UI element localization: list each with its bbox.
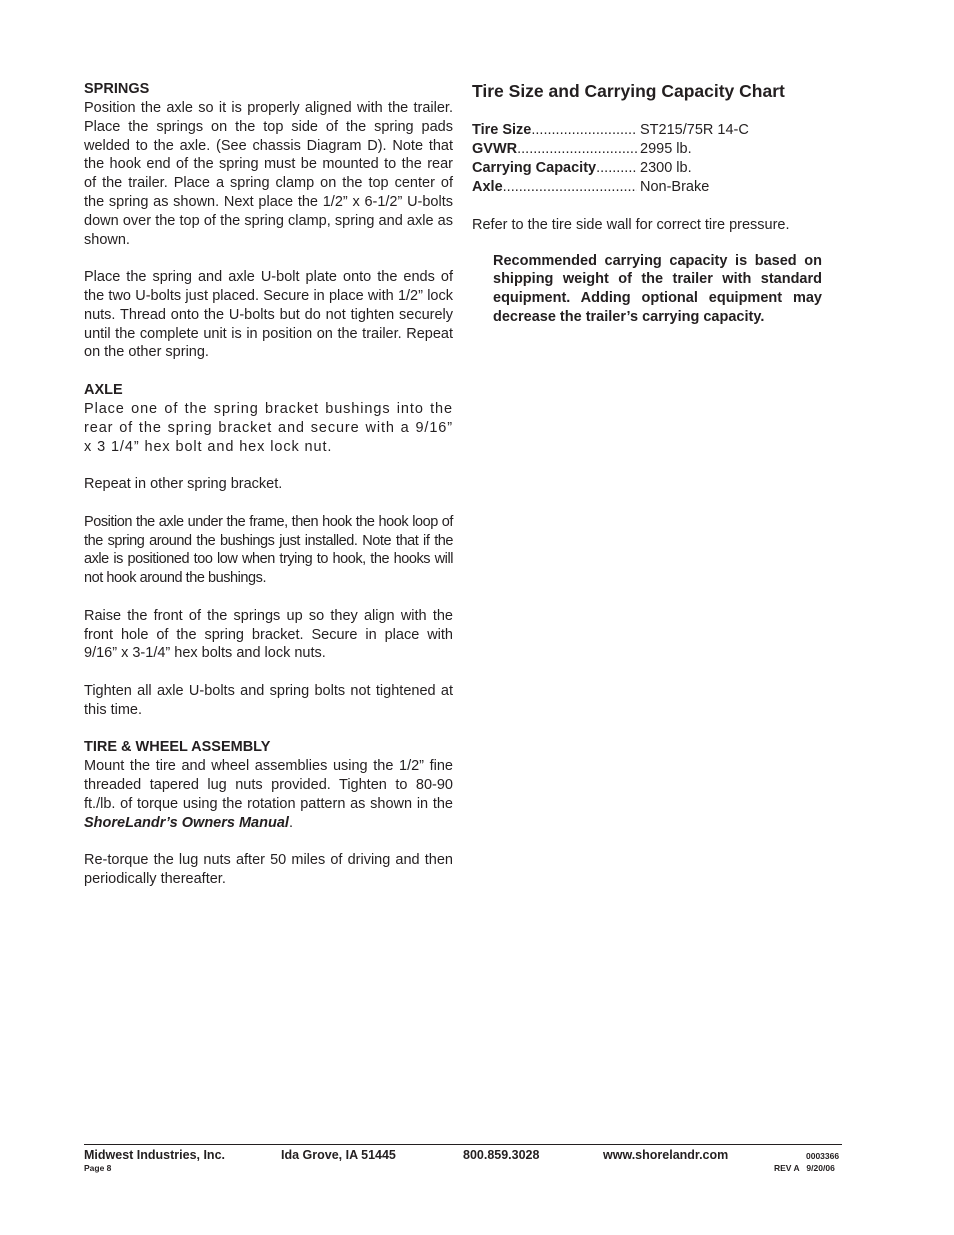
footer-phone: 800.859.3028 bbox=[463, 1148, 540, 1162]
axle-heading: AXLE bbox=[84, 381, 123, 398]
springs-heading: SPRINGS bbox=[84, 81, 150, 97]
dot-leader bbox=[596, 159, 637, 178]
capacity-chart-title: Tire Size and Carrying Capacity Chart bbox=[472, 81, 785, 101]
tire-wheel-paragraph-1 bbox=[84, 757, 453, 832]
spec-row bbox=[472, 140, 822, 159]
axle-paragraph-5: Tighten all axle U-bolts and spring bolts not tightened at this time. bbox=[84, 682, 453, 718]
axle-paragraph-1: Place one of the spring bracket bushings into the rear of the spring bracket and secure with a 9/16” x 3 1/4” hex bolt and hex lock nut. bbox=[84, 400, 453, 455]
capacity-warning-note: Recommended carrying capacity is based on shipping weight of the trailer with standard equipment. Adding optional equipment may decrease the trailer’s carrying capacity. bbox=[493, 252, 822, 325]
spec-row bbox=[472, 178, 822, 197]
footer-website: www.shorelandr.com bbox=[603, 1148, 729, 1162]
tire-wheel-paragraph-2: Re-torque the lug nuts after 50 miles of driving and then periodically thereafter. bbox=[84, 852, 453, 888]
spec-value: 2300 lb. bbox=[640, 160, 692, 176]
tire-wheel-heading: TIRE & WHEEL ASSEMBLY bbox=[84, 739, 271, 756]
axle-paragraph-3: Position the axle under the frame, then hook the hook loop of the spring around the bushings just installed. Note that if the axle is positioned too low when trying to hook, the hooks will not hook around the bushings. bbox=[84, 513, 453, 587]
spec-label: Axle bbox=[472, 179, 503, 195]
springs-paragraph-1: Position the axle so it is properly aligned with the trailer. Place the springs on the top side of the spring pads welded to the axle. (See chassis Diagram D). Note that the hook end of the spring must be mounted to the rear of the trailer. Place a spring clamp on the top center of the spring as shown. Next place the 1/2” x 6-1/2” U-bolts down over the top of the spring clamp, spring and axle as shown. bbox=[84, 100, 453, 248]
axle-paragraph-2: Repeat in other spring bracket. bbox=[84, 476, 283, 493]
footer-company: Midwest Industries, Inc. bbox=[84, 1148, 225, 1162]
owners-manual-reference: ShoreLandr’s Owners Manual bbox=[84, 814, 289, 831]
spec-label: GVWR bbox=[472, 141, 518, 157]
tire-pressure-note: Refer to the tire side wall for correct tire pressure. bbox=[472, 216, 790, 233]
spec-label: Tire Size bbox=[472, 122, 532, 138]
spec-value: Non-Brake bbox=[640, 179, 710, 195]
footer-location: Ida Grove, IA 51445 bbox=[281, 1148, 396, 1162]
spec-table bbox=[472, 121, 822, 197]
footer-divider bbox=[84, 1144, 842, 1145]
spec-row bbox=[472, 159, 822, 178]
axle-paragraph-4: Raise the front of the springs up so they align with the front hole of the spring bracket. Secure in place with 9/16” x 3-1/4” hex bolts and lock nuts. bbox=[84, 607, 453, 662]
spec-row bbox=[472, 121, 822, 140]
spec-value: 2995 lb. bbox=[640, 141, 692, 157]
sentence-end: . bbox=[288, 814, 293, 831]
tire-wheel-text: Mount the tire and wheel assemblies using the 1/2” fine threaded tapered lug nuts provided. Tighten to 80-90 ft./lb. of torque using the rotation pattern as shown in the bbox=[84, 758, 453, 812]
dot-leader bbox=[517, 140, 637, 159]
right-column bbox=[472, 80, 822, 327]
left-column bbox=[84, 80, 453, 889]
spec-label: Carrying Capacity bbox=[472, 160, 597, 176]
footer-doc-number: 0003366 bbox=[806, 1151, 840, 1161]
footer-page-number: Page 8 bbox=[84, 1163, 112, 1173]
dot-leader bbox=[503, 178, 637, 197]
springs-paragraph-2: Place the spring and axle U-bolt plate onto the ends of the two U-bolts just placed. Secure in place with 1/2” lock nuts. Thread onto the U-bolts but do not tighten securely until the complete unit is in position on the trailer. Repeat on the other spring. bbox=[84, 269, 453, 361]
footer-revision: REV A 9/20/06 bbox=[774, 1163, 835, 1173]
dot-leader bbox=[531, 121, 637, 140]
spec-value: ST215/75R 14-C bbox=[640, 122, 749, 138]
